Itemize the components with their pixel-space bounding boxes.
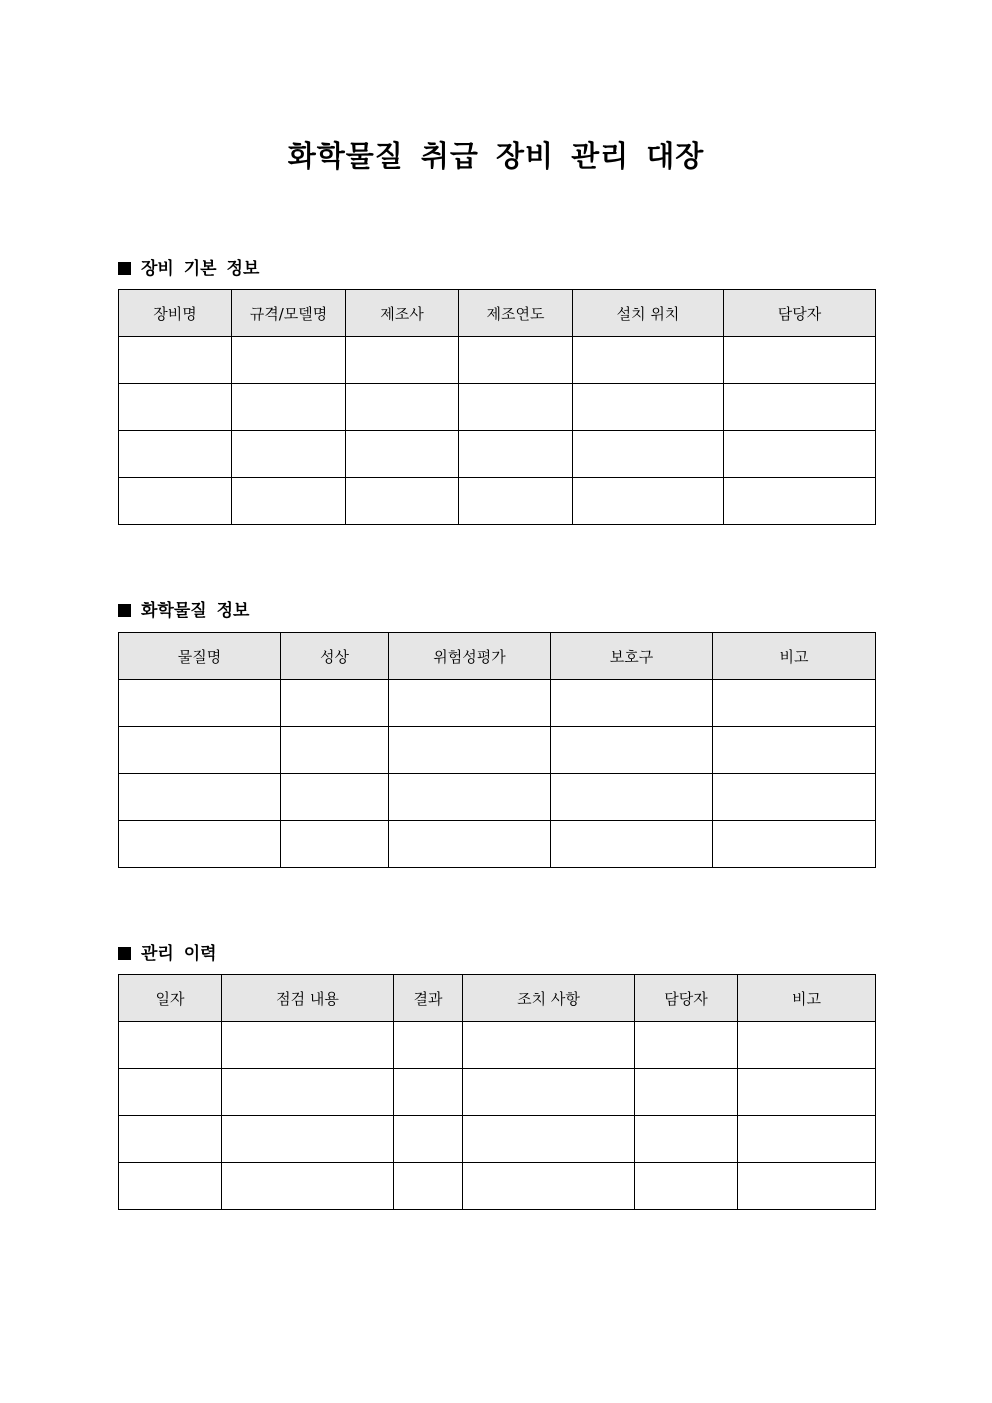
empty-cell[interactable] <box>724 478 876 525</box>
empty-cell[interactable] <box>119 1116 222 1163</box>
empty-cell[interactable] <box>346 384 459 431</box>
empty-cell[interactable] <box>232 431 346 478</box>
empty-cell[interactable] <box>232 337 346 384</box>
table-row <box>119 337 876 384</box>
empty-cell[interactable] <box>738 1116 876 1163</box>
empty-cell[interactable] <box>738 1022 876 1069</box>
empty-cell[interactable] <box>463 1022 635 1069</box>
empty-cell[interactable] <box>635 1116 738 1163</box>
section-heading-text: 관리 이력 <box>141 944 217 964</box>
table-row <box>119 821 876 868</box>
header-row <box>119 633 876 680</box>
table-row <box>119 1022 876 1069</box>
empty-cell[interactable] <box>635 1022 738 1069</box>
chemical-table <box>118 632 876 868</box>
section-heading-text: 화학물질 정보 <box>141 601 250 621</box>
empty-cell[interactable] <box>551 774 713 821</box>
empty-cell[interactable] <box>389 774 551 821</box>
column-header: 물질명 <box>119 633 281 680</box>
empty-cell[interactable] <box>119 431 232 478</box>
empty-cell[interactable] <box>389 821 551 868</box>
empty-cell[interactable] <box>738 1163 876 1210</box>
square-bullet-icon <box>118 604 131 617</box>
empty-cell[interactable] <box>222 1022 394 1069</box>
column-header: 비고 <box>713 633 876 680</box>
empty-cell[interactable] <box>738 1069 876 1116</box>
empty-cell[interactable] <box>724 337 876 384</box>
empty-cell[interactable] <box>573 478 724 525</box>
column-header: 성상 <box>281 633 389 680</box>
empty-cell[interactable] <box>281 774 389 821</box>
column-header: 비고 <box>738 975 876 1022</box>
empty-cell[interactable] <box>635 1163 738 1210</box>
section-heading-history <box>118 939 217 964</box>
square-bullet-icon <box>118 262 131 275</box>
empty-cell[interactable] <box>232 478 346 525</box>
empty-cell[interactable] <box>713 727 876 774</box>
empty-cell[interactable] <box>551 727 713 774</box>
column-header: 담당자 <box>635 975 738 1022</box>
empty-cell[interactable] <box>346 478 459 525</box>
empty-cell[interactable] <box>713 821 876 868</box>
column-header: 규격/모델명 <box>232 290 346 337</box>
empty-cell[interactable] <box>389 680 551 727</box>
column-header: 제조연도 <box>459 290 573 337</box>
header-row <box>119 290 876 337</box>
empty-cell[interactable] <box>724 431 876 478</box>
empty-cell[interactable] <box>119 680 281 727</box>
equipment-table <box>118 289 876 525</box>
empty-cell[interactable] <box>119 821 281 868</box>
square-bullet-icon <box>118 947 131 960</box>
empty-cell[interactable] <box>463 1069 635 1116</box>
empty-cell[interactable] <box>119 384 232 431</box>
empty-cell[interactable] <box>119 727 281 774</box>
table-row <box>119 384 876 431</box>
empty-cell[interactable] <box>346 337 459 384</box>
table-row <box>119 1116 876 1163</box>
empty-cell[interactable] <box>724 384 876 431</box>
empty-cell[interactable] <box>222 1163 394 1210</box>
empty-cell[interactable] <box>119 337 232 384</box>
empty-cell[interactable] <box>459 431 573 478</box>
empty-cell[interactable] <box>394 1022 463 1069</box>
column-header: 제조사 <box>346 290 459 337</box>
column-header: 담당자 <box>724 290 876 337</box>
header-row <box>119 975 876 1022</box>
empty-cell[interactable] <box>281 727 389 774</box>
empty-cell[interactable] <box>119 1163 222 1210</box>
empty-cell[interactable] <box>459 337 573 384</box>
empty-cell[interactable] <box>222 1116 394 1163</box>
table-row <box>119 727 876 774</box>
empty-cell[interactable] <box>394 1163 463 1210</box>
empty-cell[interactable] <box>551 821 713 868</box>
empty-cell[interactable] <box>119 478 232 525</box>
column-header: 위험성평가 <box>389 633 551 680</box>
column-header: 설치 위치 <box>573 290 724 337</box>
column-header: 일자 <box>119 975 222 1022</box>
column-header: 조치 사항 <box>463 975 635 1022</box>
section-heading-chemical <box>118 596 249 621</box>
empty-cell[interactable] <box>463 1163 635 1210</box>
column-header: 점검 내용 <box>222 975 394 1022</box>
empty-cell[interactable] <box>713 680 876 727</box>
empty-cell[interactable] <box>281 821 389 868</box>
table-row <box>119 1069 876 1116</box>
table-row <box>119 680 876 727</box>
empty-cell[interactable] <box>394 1069 463 1116</box>
empty-cell[interactable] <box>232 384 346 431</box>
empty-cell[interactable] <box>459 384 573 431</box>
table-row <box>119 431 876 478</box>
empty-cell[interactable] <box>222 1069 394 1116</box>
empty-cell[interactable] <box>281 680 389 727</box>
empty-cell[interactable] <box>635 1069 738 1116</box>
section-heading-text: 장비 기본 정보 <box>141 259 260 279</box>
section-heading-equipment <box>118 254 259 279</box>
empty-cell[interactable] <box>119 1022 222 1069</box>
empty-cell[interactable] <box>573 337 724 384</box>
empty-cell[interactable] <box>459 478 573 525</box>
column-header: 결과 <box>394 975 463 1022</box>
empty-cell[interactable] <box>119 1069 222 1116</box>
empty-cell[interactable] <box>573 384 724 431</box>
column-header: 장비명 <box>119 290 232 337</box>
empty-cell[interactable] <box>394 1116 463 1163</box>
table-row <box>119 1163 876 1210</box>
empty-cell[interactable] <box>573 431 724 478</box>
empty-cell[interactable] <box>551 680 713 727</box>
empty-cell[interactable] <box>713 774 876 821</box>
empty-cell[interactable] <box>389 727 551 774</box>
table-row <box>119 478 876 525</box>
table-row <box>119 774 876 821</box>
column-header: 보호구 <box>551 633 713 680</box>
history-table <box>118 974 876 1210</box>
empty-cell[interactable] <box>346 431 459 478</box>
document-title: 화학물질 취급 장비 관리 대장 <box>287 139 705 173</box>
empty-cell[interactable] <box>463 1116 635 1163</box>
empty-cell[interactable] <box>119 774 281 821</box>
